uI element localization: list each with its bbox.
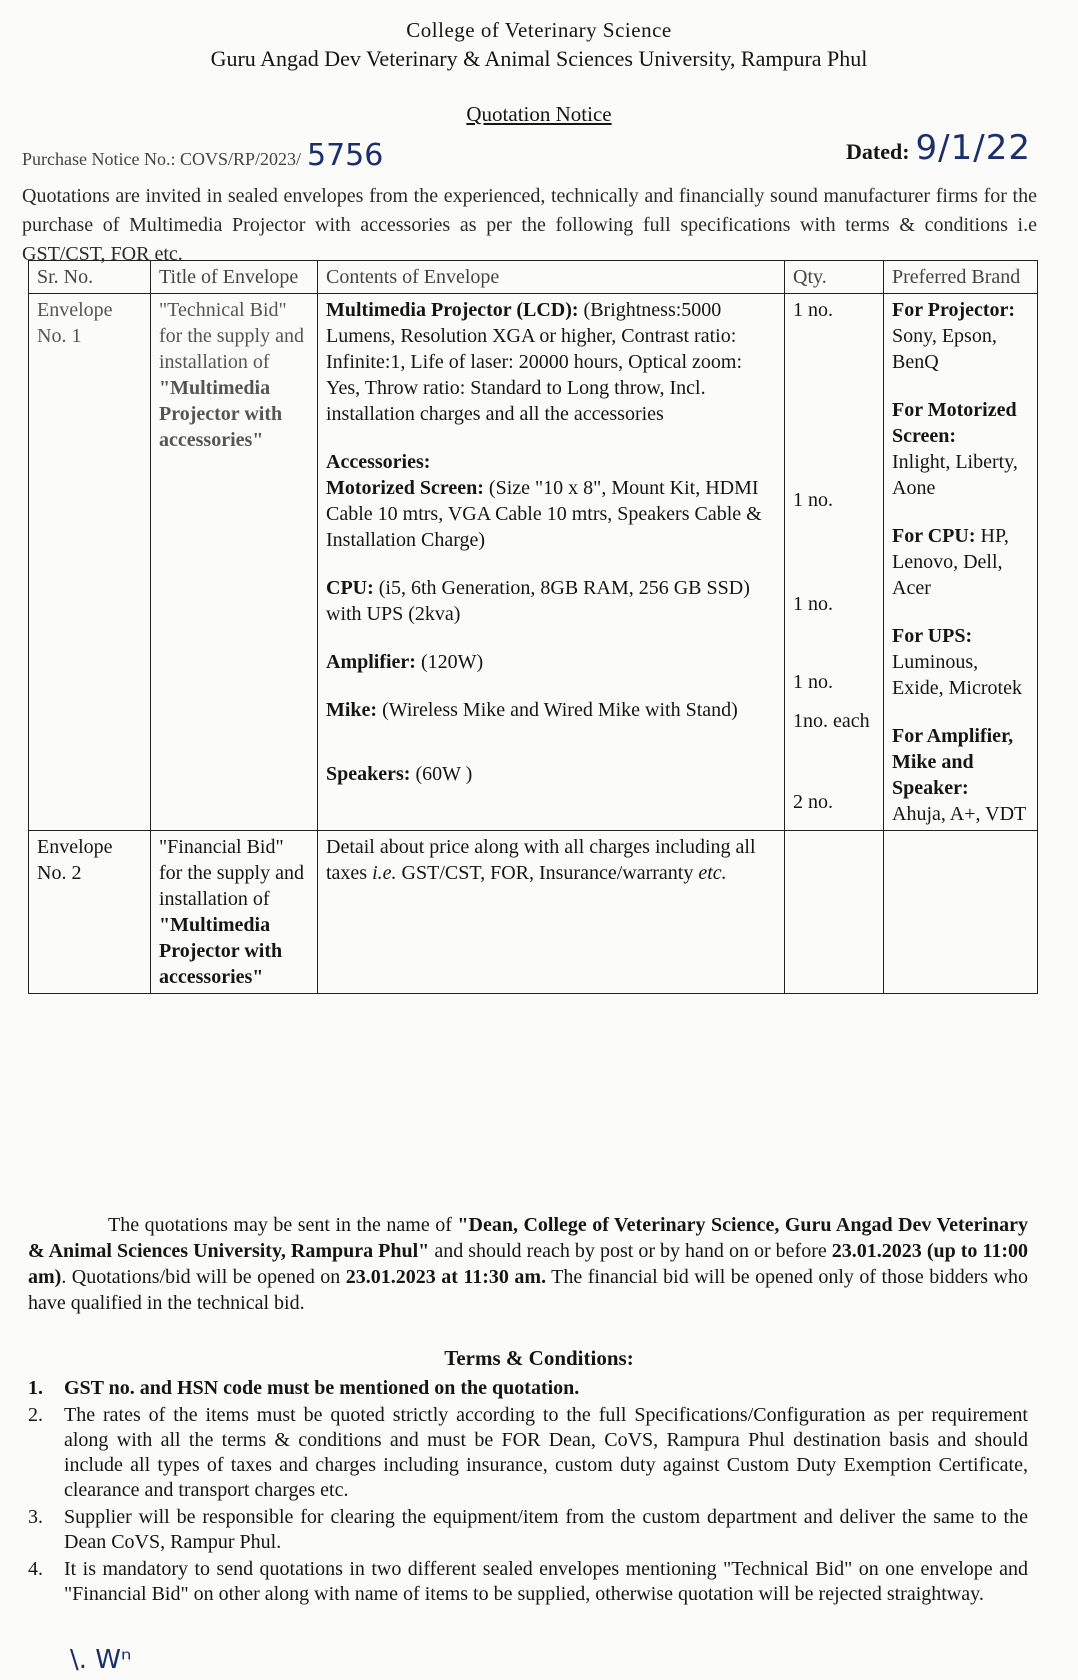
envelope-2-qty xyxy=(785,831,884,994)
term-number: 1. xyxy=(28,1377,43,1399)
brand-label: For Amplifier, Mike and Speaker: xyxy=(892,725,1014,799)
item-name: Mike: xyxy=(326,699,378,721)
header-sr-no: Sr. No. xyxy=(29,261,151,294)
item-mike xyxy=(326,697,776,723)
dated-value-handwritten: 9/1/22 xyxy=(915,128,1031,168)
para-bold-opening: 23.01.2023 at 11:30 am. xyxy=(345,1266,547,1288)
table-row xyxy=(29,294,1038,831)
item-name: Motorized Screen: xyxy=(326,477,484,499)
notice-label: Purchase Notice No.: COVS/RP/2023/ xyxy=(22,149,301,169)
item-name: Multimedia Projector (LCD): xyxy=(326,299,579,321)
header-qty: Qty. xyxy=(785,261,884,294)
envelope-1-title xyxy=(151,294,318,831)
item-spec: (Brightness:5000 Lumens, Resolution XGA or higher, Contrast ratio: Infinite:1, Life of laser: 20000 hours, Optical zoom: Yes, Throw ratio: Standard to Long throw, Incl. installation charges and all the accessories xyxy=(326,299,743,425)
table-row xyxy=(29,831,1038,994)
university-name: Guru Angad Dev Veterinary & Animal Sciences University, Rampura Phul xyxy=(210,46,868,71)
brand-label: For Motorized Screen: xyxy=(892,399,1017,447)
dated-label: Dated: xyxy=(846,139,910,164)
envelope-2-contents xyxy=(318,831,785,994)
term-number: 4. xyxy=(28,1558,43,1580)
contents-text-2: GST/CST, FOR, Insurance/warranty xyxy=(396,862,699,884)
item-spec: (Size "10 x 8", Mount Kit, HDMI Cable 10 mtrs, VGA Cable 10 mtrs, Speakers Cable & Installation Charge) xyxy=(326,477,762,551)
brand-screen xyxy=(892,397,1029,501)
contents-ie: i.e. xyxy=(372,862,397,884)
terms-list xyxy=(28,1376,1028,1609)
qty-projector: 1 no. xyxy=(793,299,833,321)
term-text: It is mandatory to send quotations in two different sealed envelopes mentioning "Technical Bid" on one envelope and "Financial Bid" on other along with name of items to be supplied, otherwise quotation will be rejected straightway. xyxy=(64,1558,1028,1605)
brand-amplifier xyxy=(892,723,1029,827)
item-name: Speakers: xyxy=(326,763,411,785)
envelope-2-title-bold: "Multimedia Projector with accessories" xyxy=(159,914,283,988)
envelope-2-brand xyxy=(884,831,1038,994)
college-name: College of Veterinary Science xyxy=(406,18,672,42)
specification-table xyxy=(28,260,1038,994)
list-item xyxy=(28,1376,1028,1401)
envelope-2-title-text: "Financial Bid" for the supply and installation of xyxy=(159,836,304,910)
para-bold-deadline: 23.01.2023 (up to 11:00 am) xyxy=(28,1240,1028,1288)
envelope-1-contents xyxy=(318,294,785,831)
brand-names: Luminous, Exide, Microtek xyxy=(892,651,1022,699)
header-title: Title of Envelope xyxy=(151,261,318,294)
notice-number-line xyxy=(22,138,383,173)
item-name: CPU: xyxy=(326,577,374,599)
qty-speakers: 2 no. xyxy=(793,791,833,813)
envelope-1-sr: Envelope No. 1 xyxy=(29,294,151,831)
envelope-2-sr: Envelope No. 2 xyxy=(29,831,151,994)
para-bold-address: "Dean, College of Veterinary Science, Guru Angad Dev Veterinary & Animal Sciences University, Rampura Phul" xyxy=(28,1214,1028,1262)
qty-cpu: 1 no. xyxy=(793,593,833,615)
handwritten-signature: \. Wⁿ xyxy=(70,1645,132,1675)
list-item xyxy=(28,1403,1028,1503)
contents-text: Detail about price along with all charges including all taxes xyxy=(326,836,756,884)
item-accessories-heading xyxy=(326,449,776,475)
list-item xyxy=(28,1505,1028,1555)
term-text: The rates of the items must be quoted strictly according to the full Specifications/Configuration as per requirement along with all the terms & conditions and must be FOR Dean, CoVS, Rampura Phul destination basis and should include all types of taxes and charges including insurance, custom duty against Custom Duty Exemption Certificate, clearance and transport charges etc. xyxy=(64,1404,1028,1501)
qty-screen: 1 no. xyxy=(793,489,833,511)
term-number: 2. xyxy=(28,1404,43,1426)
brand-projector xyxy=(892,297,1029,375)
envelope-1-title-text: "Technical Bid" for the supply and installation of xyxy=(159,299,304,373)
item-projector xyxy=(326,297,776,427)
item-name: Accessories: xyxy=(326,451,431,473)
para-text: and should reach by post or by hand on or before xyxy=(429,1240,832,1262)
envelope-2-title xyxy=(151,831,318,994)
brand-names: Ahuja, A+, VDT xyxy=(892,803,1027,825)
submission-paragraph xyxy=(28,1212,1028,1316)
term-text: GST no. and HSN code must be mentioned on the quotation. xyxy=(64,1377,580,1399)
item-spec: (120W) xyxy=(420,651,484,673)
item-name: Amplifier: xyxy=(326,651,416,673)
page-title: Quotation Notice xyxy=(466,102,612,126)
notice-number-handwritten: 5756 xyxy=(307,138,384,173)
item-amplifier xyxy=(326,649,776,675)
header-brand: Preferred Brand xyxy=(884,261,1038,294)
item-speakers xyxy=(326,761,776,787)
item-screen xyxy=(326,475,776,553)
header-contents: Contents of Envelope xyxy=(318,261,785,294)
brand-label: For Projector: xyxy=(892,299,1016,321)
brand-label: For UPS: xyxy=(892,625,973,647)
item-spec: (60W ) xyxy=(415,763,473,785)
terms-heading: Terms & Conditions: xyxy=(444,1346,634,1370)
para-text: The financial bid will be opened only of those bidders who have qualified in the technical bid. xyxy=(28,1266,1028,1314)
brand-names: Inlight, Liberty, Aone xyxy=(892,451,1018,499)
item-spec: (Wireless Mike and Wired Mike with Stand) xyxy=(382,699,738,721)
term-text: Supplier will be responsible for clearing the equipment/item from the custom department and deliver the same to the Dean CoVS, Rampur Phul. xyxy=(64,1506,1028,1553)
list-item xyxy=(28,1557,1028,1607)
term-number: 3. xyxy=(28,1506,43,1528)
qty-mike: 1no. each xyxy=(793,710,870,732)
brand-names: Sony, Epson, BenQ xyxy=(892,325,997,373)
contents-etc: etc. xyxy=(698,862,727,884)
item-spec: (i5, 6th Generation, 8GB RAM, 256 GB SSD) with UPS (2kva) xyxy=(326,577,750,625)
para-text: The quotations may be sent in the name of xyxy=(108,1214,458,1236)
brand-cpu xyxy=(892,523,1029,601)
brand-ups xyxy=(892,623,1029,701)
envelope-1-title-bold: "Multimedia Projector with accessories" xyxy=(159,377,283,451)
intro-paragraph: Quotations are invited in sealed envelopes from the experienced, technically and financially sound manufacturer firms for the purchase of Multimedia Projector with accessories as per the following full specifications with terms & conditions i.e GST/CST, FOR etc. xyxy=(22,185,1037,265)
brand-label: For CPU: xyxy=(892,525,976,547)
dated-line xyxy=(846,128,1031,168)
table-header-row xyxy=(29,261,1038,294)
qty-amplifier: 1 no. xyxy=(793,671,833,693)
para-text: . Quotations/bid will be opened on xyxy=(61,1266,346,1288)
brand-names: HP, Lenovo, Dell, Acer xyxy=(892,525,1009,599)
item-cpu xyxy=(326,575,776,627)
envelope-1-brands xyxy=(884,294,1038,831)
envelope-1-qty xyxy=(785,294,884,831)
